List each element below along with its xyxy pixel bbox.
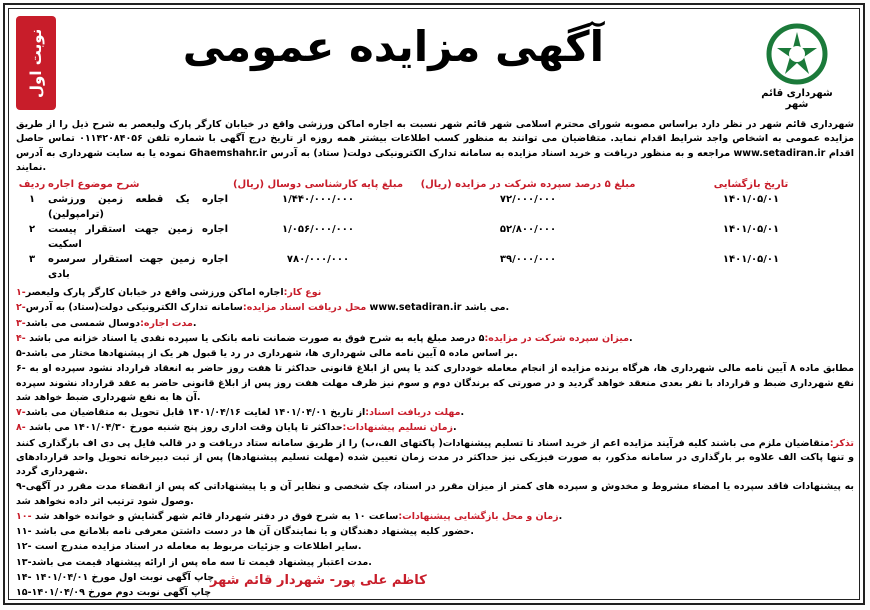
clause-item	[16, 571, 854, 585]
logo-emblem-icon	[765, 22, 829, 86]
clause-item	[16, 525, 854, 539]
clause-label: ۲-محل دریافت اسناد مزایده:	[16, 302, 367, 314]
row-deposit: ۷۲/۰۰۰/۰۰۰	[499, 194, 557, 205]
edition-badge: نوبت اول	[16, 16, 56, 110]
table-row	[16, 252, 854, 282]
clause-item	[16, 332, 854, 346]
clause-item	[16, 586, 854, 600]
clause-item	[16, 437, 854, 480]
clause-label: تذکر:	[829, 437, 854, 449]
row-date: ۱۴۰۱/۰۵/۰۱	[722, 194, 780, 205]
row-base: ۷۸۰/۰۰۰/۰۰۰	[286, 254, 350, 265]
clauses-list	[16, 286, 854, 600]
clause-text: ۵ درصد مبلغ پایه به شرح فوق به صورت ضمانت نامه بانکی یا سپرده نقدی یا اسناد خزانه می باشد.	[29, 332, 633, 344]
header	[16, 16, 854, 116]
clause-text: ۱۲- سایر اطلاعات و جزئیات مربوط به معامله در اسناد مزایده مندرج است.	[16, 541, 362, 553]
signature: کاظم علی پور- شهردار قائم شهر	[210, 573, 427, 588]
table-row	[16, 222, 854, 252]
row-date: ۱۴۰۱/۰۵/۰۱	[722, 254, 780, 265]
clause-label: ۱۰- زمان و محل بازگشایی پیشنهادات:	[16, 510, 559, 522]
row-number: ۱	[28, 194, 36, 205]
table-header	[16, 177, 854, 192]
row-number: ۳	[28, 254, 36, 265]
clause-label: ۳-مدت اجاره:	[16, 317, 193, 329]
clause-text: ۶- مطابق ماده ۸ آیین نامه مالی شهرداری ها، هرگاه برنده مزایده از انجام معامله خودداری کند یا پس از ابلاغ قانونی حداکثر تا هفت روز حاضر به انعقاد قرارداد نشود سپرده او به نفع شهرداری ضبط و قرارداد با نفر بعدی منعقد خواهد گردید و در صورتی که برندگان دوم و سوم نیز ظرف مهلت هفت روز پس از ابلاغ قانونی حاضر به عقد قرارداد نشوند سپرده آن ها به نفع شهرداری ضبط خواهد شد.	[16, 363, 854, 403]
clause-text: ۱۵-چاپ آگهی نوبت دوم مورخ ۱۴۰۱/۰۴/۰۹	[16, 587, 212, 598]
clause-item	[16, 286, 854, 300]
clause-text: متقاضیان ملزم می باشند کلیه فرآیند مزایده اعم از خرید اسناد تا تسلیم پیشنهادات( پاکتهای الف،ب) را از طریق سامانه ستاد دریافت و در قالب فایل پی دی اف بارگذاری کنند و تنها پاکت الف علاوه بر بارگذاری در سامانه مذکور، به صورت فیزیکی نیز حداکثر در مدت زمان تعیین شده (مهلت تسلیم پیشنهادها) پس از ثبت دبیرخانه تحویل واحد قراردادهای شهرداری گردد.	[16, 437, 854, 477]
org-name: شهرداری قائم شهر	[761, 88, 833, 110]
col-header-date: تاریخ بازگشایی	[713, 179, 789, 190]
clause-item	[16, 406, 854, 420]
col-header-deposit: مبلغ ۵ درصد سپرده شرکت در مزایده (ریال)	[420, 179, 636, 190]
row-desc: اجاره زمین جهت استقرار پیست اسکیت	[48, 224, 228, 250]
clause-text: دوسال شمسی می باشد.	[25, 317, 197, 329]
auction-table	[16, 177, 854, 282]
clause-text: ۱۱- حضور کلیه پیشنهاد دهندگان و یا نمایندگان آن ها در دست داشتن معرفی نامه بلامانع می باشد.	[16, 526, 475, 537]
table-row	[16, 192, 854, 222]
clause-text: ۱۳-مدت اعتبار پیشنهاد قیمت تا سه ماه پس از ارائه پیشنهاد قیمت می باشد.	[16, 556, 372, 568]
clause-item	[16, 540, 854, 554]
row-deposit: ۵۲/۸۰۰/۰۰۰	[499, 224, 557, 235]
row-deposit: ۳۹/۰۰۰/۰۰۰	[499, 254, 557, 265]
row-date: ۱۴۰۱/۰۵/۰۱	[722, 224, 780, 235]
clause-item	[16, 317, 854, 331]
clause-text: از تاریخ ۱۴۰۱/۰۴/۰۱ لغایت ۱۴۰۱/۰۴/۱۶ قابل تحویل به متقاضیان می باشد.	[25, 407, 465, 418]
intro-paragraph: شهرداری قائم شهر در نظر دارد براساس مصوبه شورای محترم اسلامی شهر قائم شهر نسبت به اجاره اماکن ورزشی واقع در خیابان کارگر پارک ولیعصر به شرح ذیل را از طریق مزایده عمومی به اشخاص واجد شرایط اقدام نماید. متقاضیان می توانند به منظور کسب اطلاعات بیشتر همه روزه از تاریخ درج آگهی با شماره تلفن ۰۱۱۴۲۰۸۴۰۵۶ تماس حاصل نموده یا به سایت شهرداری به آدرس Ghaemshahr.ir مراجعه و به منظور دریافت و خرید اسناد مزایده به سامانه تدارک الکترونیکی دولت( ستاد) به آدرس www.setadiran.ir اقدام نمایند.	[16, 119, 854, 173]
clause-label: ۷-مهلت دریافت اسناد:	[16, 407, 461, 418]
page-title: آگهی مزایده عمومی	[182, 22, 604, 71]
row-base: ۱/۴۴۰/۰۰۰/۰۰۰	[282, 194, 354, 205]
clause-text: ۹-به پیشنهادات فاقد سپرده یا امضاء مشروط و مخدوش و سپرده های کمتر از میزان مقرر در اسناد، چک شخصی و نظایر آن و یا پیشنهاداتی که پس از انقضاء مدت مقرر در آگهی وصول شود ترتیب اثر داده نخواهد شد.	[16, 481, 854, 507]
clause-item	[16, 421, 854, 435]
clause-text: اجاره اماکن ورزشی واقع در خیابان کارگر پارک ولیعصر	[25, 287, 284, 298]
notice-body	[16, 118, 854, 601]
row-base: ۱/۰۵۶/۰۰۰/۰۰۰	[282, 224, 354, 235]
clause-label: ۸- زمان تسلیم پیشنهادات:	[16, 422, 453, 434]
clause-item	[16, 480, 854, 509]
clause-item	[16, 347, 854, 361]
clause-label: ۱-نوع کار:	[16, 287, 322, 298]
clause-text: ۱۴- چاپ آگهی نوبت اول مورخ ۱۴۰۱/۰۴/۰۱	[16, 571, 215, 583]
clause-text: حداکثر تا پایان وقت اداری روز پنج شنبه مورخ ۱۴۰۱/۰۴/۳۰ می باشد.	[29, 422, 457, 434]
clause-text: ساعت ۱۰ به شرح فوق در دفتر شهردار قائم شهر گشایش و خوانده خواهد شد.	[34, 510, 563, 522]
row-desc: اجاره زمین جهت استقرار سرسره بادی	[48, 254, 228, 280]
clause-item	[16, 301, 854, 315]
clause-item	[16, 556, 854, 570]
col-header-base: مبلغ پایه کارشناسی دوسال (ریال)	[232, 179, 404, 190]
row-desc: اجاره یک قطعه زمین ورزشی (ترامپولین)	[48, 194, 228, 220]
clause-text: سامانه تدارک الکترونیکی دولت(ستاد) به آدرس www.setadiran.ir می باشد.	[25, 302, 510, 314]
clause-label: ۴- میزان سپرده شرکت در مزایده:	[16, 332, 630, 344]
col-header-desc: شرح موضوع اجاره	[48, 179, 140, 190]
clause-text: ۵-بر اساس ماده ۵ آیین نامه مالی شهرداری ها، شهرداری در رد یا قبول هر یک از پیشنهادها مختار می باشد.	[16, 348, 518, 359]
row-number: ۲	[28, 224, 36, 235]
clause-item	[16, 510, 854, 524]
col-header-row: ردیف	[18, 179, 46, 190]
municipality-logo	[752, 22, 842, 110]
clause-item	[16, 362, 854, 405]
